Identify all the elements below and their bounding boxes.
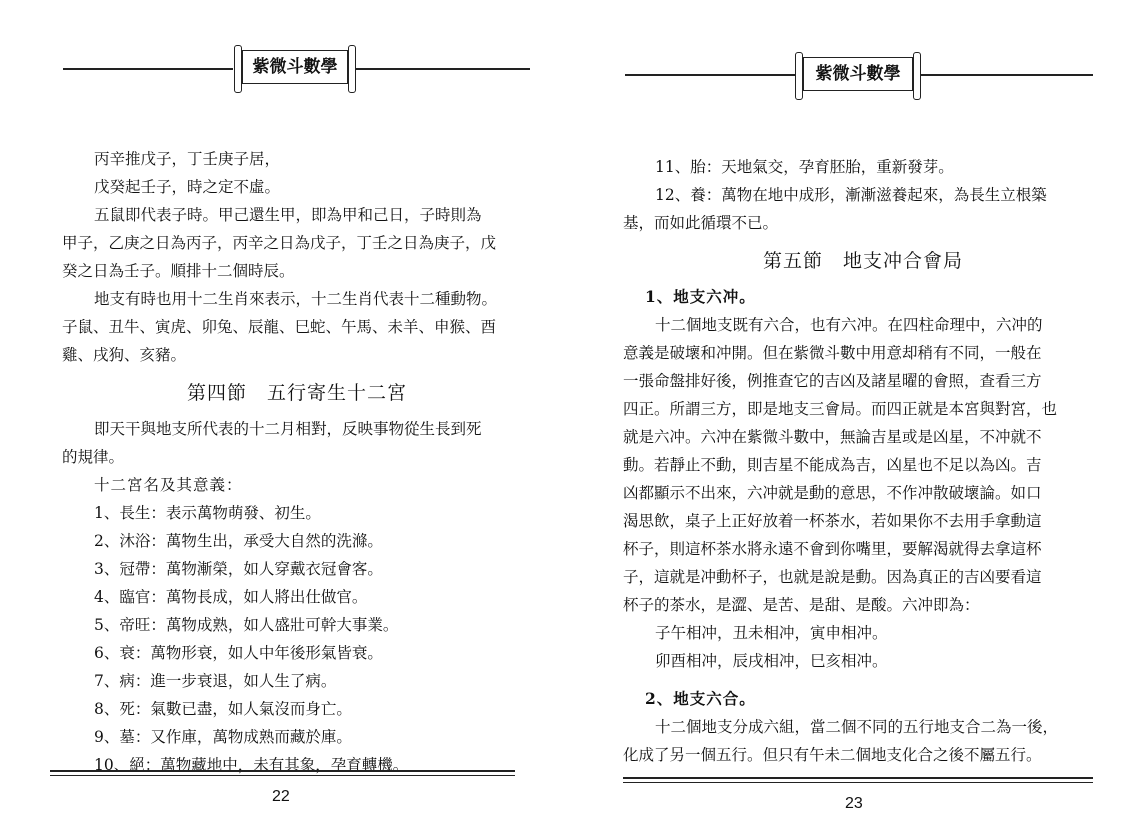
right-body xyxy=(623,153,1103,769)
footer-rule xyxy=(623,777,1093,783)
section-heading: 第四節 五行寄生十二宮 xyxy=(186,382,407,404)
list-item: 1、長生：表示萬物萌發、初生。 xyxy=(94,504,321,522)
text-line: 一張命盤排好後，例推查它的吉凶及諸星曜的會照，查看三方 xyxy=(623,372,1042,390)
footer-rule xyxy=(50,770,515,776)
text-line: 基，而如此循環不已。 xyxy=(623,214,779,232)
list-item: 5、帝旺：萬物成熟，如人盛壯可幹大事業。 xyxy=(94,616,399,634)
page-number: 22 xyxy=(272,788,290,805)
text-line: 戊癸起壬子，時之定不虛。 xyxy=(94,178,281,196)
list-item: 7、病：進一步衰退，如人生了病。 xyxy=(94,672,337,690)
header-banner: 紫微斗數學 xyxy=(242,50,348,84)
text-line: 意義是破壞和冲開。但在紫微斗數中用意却稍有不同，一般在 xyxy=(623,344,1042,362)
text-line: 癸之日為壬子。順排十二個時辰。 xyxy=(62,262,295,280)
text-line: 凶都顯示不出來，六冲就是動的意思，不作冲散破壞論。如口 xyxy=(623,484,1042,502)
text-line: 地支有時也用十二生肖來表示，十二生肖代表十二種動物。 xyxy=(94,290,498,308)
list-item: 9、墓：又作庫，萬物成熟而藏於庫。 xyxy=(94,728,352,746)
text-line: 雞、戌狗、亥豬。 xyxy=(62,346,187,364)
header-rule-left xyxy=(625,74,795,76)
subheading: 十二宮名及其意義： xyxy=(94,476,243,494)
text-line: 渴思飲，桌子上正好放着一杯茶水，若如果你不去用手拿動這 xyxy=(623,512,1042,530)
right-page xyxy=(573,0,1147,836)
text-line: 子鼠、丑牛、寅虎、卯兔、辰龍、巳蛇、午馬、未羊、申猴、酉 xyxy=(62,318,497,336)
header-rule-left xyxy=(63,68,233,70)
header-banner: 紫微斗數學 xyxy=(803,57,913,91)
subheading: 1、地支六冲。 xyxy=(645,287,756,306)
text-line: 化成了另一個五行。但只有午未二個地支化合之後不屬五行。 xyxy=(623,746,1042,764)
text-line: 12、養：萬物在地中成形，漸漸滋養起來，為長生立根築 xyxy=(655,186,1047,204)
text-line: 動。若靜止不動，則吉星不能成為吉，凶星也不足以為凶。吉 xyxy=(623,456,1042,474)
text-line: 甲子，乙庚之日為丙子，丙辛之日為戊子，丁壬之日為庚子，戊 xyxy=(62,234,497,252)
section-heading: 第五節 地支冲合會局 xyxy=(762,250,963,272)
list-item: 6、衰：萬物形衰，如人中年後形氣皆衰。 xyxy=(94,644,383,662)
list-item: 10、絕：萬物藏地中，未有其象，孕育轉機。 xyxy=(94,756,409,774)
text-line: 子午相冲，丑未相冲，寅申相冲。 xyxy=(655,624,888,642)
header-rule-right xyxy=(921,74,1093,76)
text-line: 即天干與地支所代表的十二月相對，反映事物從生長到死 xyxy=(94,420,482,438)
text-line: 十二個地支既有六合，也有六冲。在四柱命理中，六冲的 xyxy=(655,316,1043,334)
page-number: 23 xyxy=(845,795,863,812)
text-line: 十二個地支分成六組，當二個不同的五行地支合二為一後， xyxy=(655,718,1059,736)
text-line: 卯酉相冲，辰戌相冲，巳亥相冲。 xyxy=(655,652,888,670)
text-line: 子，這就是冲動杯子，也就是說是動。因為真正的吉凶要看這 xyxy=(623,568,1042,586)
text-line: 就是六冲。六冲在紫微斗數中，無論吉星或是凶星，不冲就不 xyxy=(623,428,1042,446)
text-line: 五鼠即代表子時。甲己還生甲，即為甲和己日，子時則為 xyxy=(94,206,482,224)
left-body xyxy=(62,145,532,779)
header-rule-right xyxy=(355,68,530,70)
text-line: 丙辛推戊子，丁壬庚子居， xyxy=(94,150,281,168)
text-line: 杯子的茶水，是澀、是苦、是甜、是酸。六冲即為： xyxy=(623,596,980,614)
text-line: 的規律。 xyxy=(62,448,125,466)
subheading: 2、地支六合。 xyxy=(645,689,756,708)
text-line: 11、胎：天地氣交，孕育胚胎，重新發芽。 xyxy=(655,158,954,176)
left-page xyxy=(0,0,573,836)
text-line: 杯子，則這杯茶水將永遠不會到你嘴里，要解渴就得去拿這杯 xyxy=(623,540,1042,558)
list-item: 8、死：氣數已盡，如人氣沒而身亡。 xyxy=(94,700,352,718)
text-line: 四正。所謂三方，即是地支三會局。而四正就是本宮與對宮，也 xyxy=(623,400,1058,418)
list-item: 2、沐浴：萬物生出，承受大自然的洗滌。 xyxy=(94,532,383,550)
list-item: 4、臨官：萬物長成，如人將出仕做官。 xyxy=(94,588,368,606)
list-item: 3、冠帶：萬物漸榮，如人穿戴衣冠會客。 xyxy=(94,560,383,578)
